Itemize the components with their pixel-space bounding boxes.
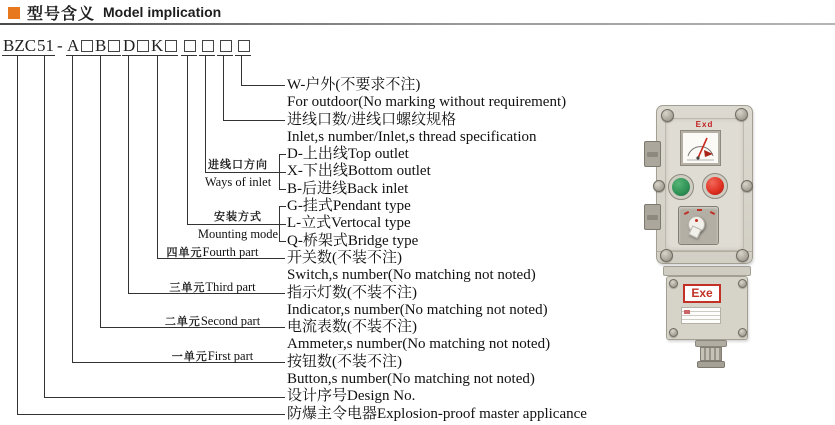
title-bullet-icon [8,7,20,19]
device-red-button [702,173,728,199]
bracket-mounting-bottom-tick [279,241,286,242]
device-green-button [668,174,694,200]
code-segment-51: 51 [37,36,54,55]
label-second-part [150,314,275,329]
bolt-icon [738,328,747,337]
code-segment-8 [235,38,251,56]
cable-gland-cap [697,361,725,368]
label-fourth-part-en: Fourth part [202,245,259,259]
explanation-row-switch-zh: 开关数(不装不注) [287,249,402,266]
explanation-row-vertical: L-立式Vertocal type [287,215,411,232]
explanation-row-indicator-en: Indicator,s number(No matching not noted) [287,301,548,318]
label-fourth-part [150,245,275,260]
label-second-part-en: Second part [200,314,261,328]
bolt-icon [741,180,753,192]
code-placeholder-box [220,40,232,52]
cable-gland-collar [695,340,727,347]
explanation-row-back-inlet: B-后进线Back inlet [287,180,409,197]
header-rule [0,23,835,25]
explanation-row-ammeter-zh: 电流表数(不装不注) [287,319,417,336]
bolt-icon [736,249,749,262]
device-ammeter [681,131,720,165]
bolt-icon [660,249,673,262]
label-third-part [150,280,275,295]
label-ways-of-inlet [196,159,280,189]
explanation-row-indicator-zh: 指示灯数(不装不注) [287,284,417,301]
code-segment-dash: - [57,36,63,55]
label-first-part-zh: 一单元 [171,351,208,363]
explanation-row-pendant: G-挂式Pendant type [287,198,411,215]
label-ways-of-inlet-zh: 进线口方向 [208,159,268,171]
connector-hline-design-no [44,397,285,398]
explanation-row-outdoor-en: For outdoor(No marking without requirement) [287,94,567,111]
connector-vline-2 [44,56,45,398]
label-mounting-mode-zh: 安装方式 [214,211,262,223]
device-nameplate [681,307,721,324]
code-segment-k: K [150,38,178,56]
connector-vline-9 [223,56,224,121]
hinge-icon [644,204,661,230]
explanation-row-switch-en: Switch,s number(No matching not noted) [287,267,536,284]
cable-gland-body [700,347,722,361]
label-first-part-en: First part [207,349,254,363]
code-placeholder-box [184,40,196,52]
bolt-icon [738,279,747,288]
page-title-zh: 型号含义 [27,6,96,23]
connector-vline-5 [128,56,129,294]
connector-vline-10 [241,56,242,86]
connector-vline-7 [187,56,188,225]
code-segment-5 [181,38,197,56]
connector-vline-3 [72,56,73,363]
device-exd-marking: Exd [695,120,714,129]
connector-hline-inlet-number [223,120,285,121]
connector-vline-4 [100,56,101,328]
code-placeholder-box [238,40,250,52]
code-segment-b: B [94,38,121,56]
explanation-row-inlet-en: Inlet,s number/Inlet,s thread specification [287,128,537,145]
bolt-icon [653,180,665,192]
label-first-part [150,349,275,364]
page-title-en: Model implication [103,4,222,20]
explanation-row-design-no: 设计序号Design No. [287,388,416,405]
ammeter-dial [683,133,718,163]
code-placeholder-box [165,40,177,52]
explanation-row-button-en: Button,s number(No matching not noted) [287,371,535,388]
explanation-row-button-zh: 按钮数(不装不注) [287,353,402,370]
connector-hline-outdoor [241,85,285,86]
code-segment-6 [199,38,215,56]
explanation-row-ammeter-en: Ammeter,s number(No matching not noted) [287,336,551,353]
explanation-row-bridge: Q-桥架式Bridge type [287,232,419,249]
label-third-part-zh: 三单元 [169,282,206,294]
explanation-row-top-outlet: D-上出线Top outlet [287,146,409,163]
connector-hline-master-appliance [17,414,285,415]
explanation-row-inlet-zh: 进线口数/进线口螺纹规格 [287,111,457,128]
label-fourth-part-zh: 四单元 [166,247,203,259]
code-placeholder-box [81,40,93,52]
code-placeholder-box [137,40,149,52]
explanation-row-bottom-outlet: X-下出线Bottom outlet [287,163,431,180]
bracket-ways-bottom-tick [279,189,286,190]
device-exe-label: Exe [683,284,721,303]
bolt-icon [669,279,678,288]
bolt-icon [669,328,678,337]
bracket-ways-top-tick [279,154,286,155]
label-ways-of-inlet-en: Ways of inlet [204,175,272,189]
explanation-row-outdoor-zh: W-户外(不要求不注) [287,77,421,93]
code-placeholder-box [108,40,120,52]
label-mounting-mode-en: Mounting mode [197,227,279,241]
connector-vline-8 [205,56,206,173]
explanation-row-master-appliance: 防爆主令电器Explosion-proof master applicance [287,405,587,422]
code-segment-7 [217,38,233,56]
label-third-part-en: Third part [205,280,256,294]
explanation-list [287,77,587,423]
junction-box-flange [663,266,751,276]
connector-vline-1 [17,56,18,415]
code-placeholder-box [202,40,214,52]
code-segment-bzc: BZC [3,36,37,55]
code-segment-d: D [122,38,150,56]
bracket-mounting-top-tick [279,206,286,207]
hinge-icon [644,141,661,167]
label-mounting-mode [196,211,280,241]
code-segment-a: A [66,38,94,56]
connector-vline-6 [157,56,158,259]
device-rotary-switch [678,206,719,245]
device-photo [644,103,756,378]
rotary-knob-marker [695,219,698,222]
label-second-part-zh: 二单元 [164,316,201,328]
